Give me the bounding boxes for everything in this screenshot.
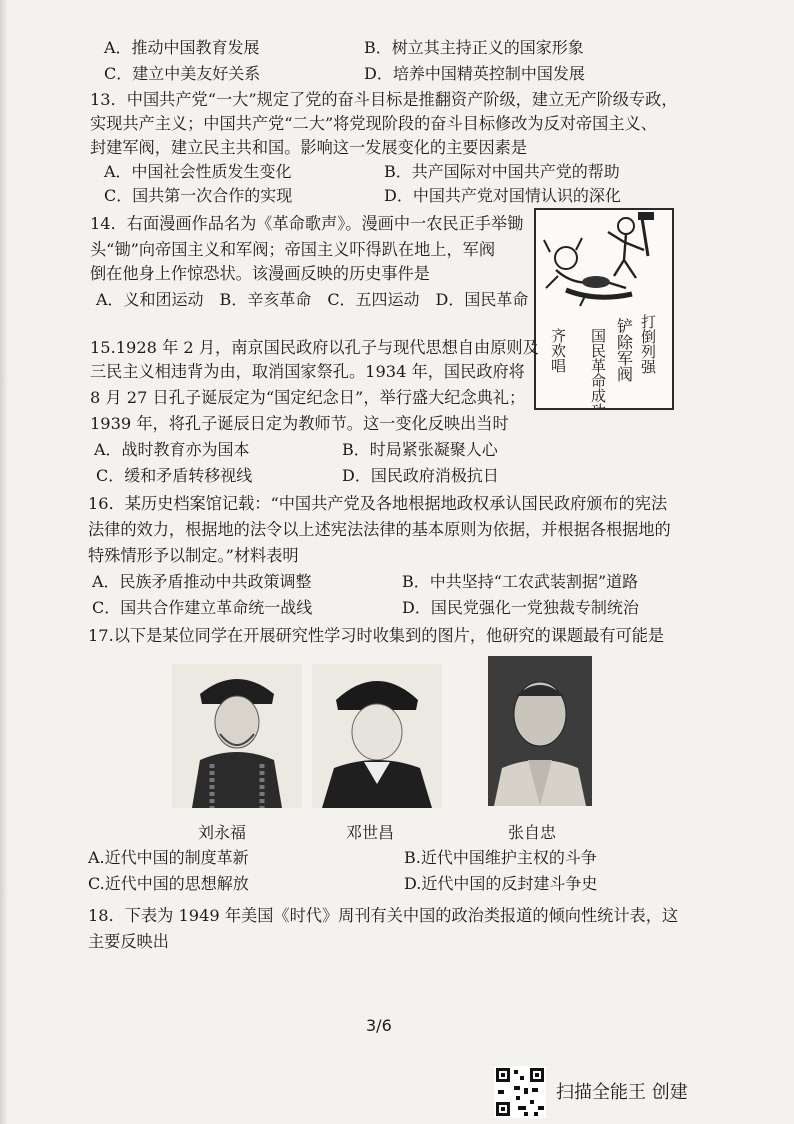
portrait-deng-shichang	[312, 664, 442, 808]
cartoon-slogan-col3: 国民革命成功	[589, 328, 607, 408]
portrait-caption-1: 刘永福	[198, 823, 247, 842]
revolution-song-cartoon	[534, 208, 674, 410]
q17-option-c: C.近代中国的思想解放	[88, 874, 249, 893]
q12-option-c: C．建立中美友好关系	[104, 64, 261, 83]
cartoon-slogan-col2: 铲除军阀	[614, 318, 634, 382]
q15-option-a: A．战时教育亦为国本	[94, 440, 250, 459]
portrait-caption-2: 邓世昌	[346, 823, 395, 842]
page-edge-shadow	[0, 0, 8, 1124]
q16-option-a: A．民族矛盾推动中共政策调整	[92, 572, 312, 591]
q14-stem-line3: 倒在他身上作惊恐状。该漫画反映的历史事件是	[90, 264, 430, 283]
q14-stem-line2: 头“锄”向帝国主义和军阀；帝国主义吓得趴在地上，军阀	[90, 240, 496, 259]
q15-option-b: B．时局紧张凝聚人心	[342, 440, 498, 459]
q12-option-b: B．树立其主持正义的国家形象	[364, 38, 584, 57]
page-number: 3/6	[366, 1016, 392, 1035]
q17-stem-line1: 17.以下是某位同学在开展研究性学习时收集到的图片，他研究的课题最有可能是	[88, 626, 665, 645]
q17-option-d: D.近代中国的反封建斗争史	[404, 874, 598, 893]
q16-stem-line1: 16．某历史档案馆记载：“中国共产党及各地根据地政权承认国民政府颁布的宪法	[88, 494, 668, 513]
cartoon-slogan-col1: 打倒列强	[639, 314, 657, 374]
q18-stem-line2: 主要反映出	[88, 932, 169, 951]
q13-option-b: B．共产国际对中国共产党的帮助	[384, 162, 620, 181]
q16-stem-line2: 法律的效力，根据地的法令以上述宪法法律的基本原则为依据，并根据各根据地的	[88, 520, 671, 539]
q13-option-a: A．中国社会性质发生变化	[104, 162, 292, 181]
q15-stem-line4: 1939 年，将孔子诞辰日定为教师节。这一变化反映出当时	[90, 414, 509, 433]
q13-option-d: D．中国共产党对国情认识的深化	[384, 186, 621, 205]
q15-option-d: D．国民政府消极抗日	[342, 466, 499, 485]
portrait-liu-yongfu	[172, 664, 302, 808]
scanner-watermark: 扫描全能王 创建	[556, 1082, 688, 1103]
q17-option-a: A.近代中国的制度革新	[88, 848, 249, 867]
q16-option-b: B．中共坚持“工农武装割据”道路	[402, 572, 639, 591]
portrait-zhang-zizhong	[488, 656, 592, 806]
q16-option-c: C．国共合作建立革命统一战线	[92, 598, 313, 617]
q15-option-c: C．缓和矛盾转移视线	[96, 466, 253, 485]
q16-option-d: D．国民党强化一党独裁专制统治	[402, 598, 639, 617]
q12-option-a: A．推动中国教育发展	[104, 38, 260, 57]
cartoon-drawing	[536, 210, 672, 408]
q17-option-b: B.近代中国维护主权的斗争	[404, 848, 597, 867]
q13-option-c: C．国共第一次合作的实现	[104, 186, 293, 205]
q15-stem-line3: 8 月 27 日孔子诞辰定为“国定纪念日”，举行盛大纪念典礼；	[90, 388, 526, 407]
q14-options: A．义和团运动 B．辛亥革命 C．五四运动 D．国民革命	[96, 290, 529, 309]
q18-stem-line1: 18．下表为 1949 年美国《时代》周刊有关中国的政治类报道的倾向性统计表，这	[88, 906, 679, 925]
q13-stem-line1: 13．中国共产党“一大”规定了党的奋斗目标是推翻资产阶级，建立无产阶级专政，	[90, 90, 678, 109]
q15-stem-line1: 15.1928 年 2 月，南京国民政府以孔子与现代思想自由原则及	[90, 338, 539, 357]
cartoon-slogan-col4: 齐欢唱	[549, 328, 567, 373]
q16-stem-line3: 特殊情形予以制定。”材料表明	[88, 546, 299, 565]
qr-code-icon	[494, 1066, 546, 1118]
q12-option-d: D．培养中国精英控制中国发展	[364, 64, 585, 83]
q13-stem-line3: 封建军阀，建立民主共和国。影响这一发展变化的主要因素是	[90, 138, 528, 157]
q13-stem-line2: 实现共产主义；中国共产党“二大”将党现阶段的奋斗目标修改为反对帝国主义、	[90, 114, 657, 133]
q15-stem-line2: 三民主义相违背为由，取消国家祭孔。1934 年，国民政府将	[90, 362, 525, 381]
q14-stem-line1: 14．右面漫画作品名为《革命歌声》。漫画中一农民正手举锄	[90, 214, 524, 233]
portrait-caption-3: 张自忠	[508, 823, 557, 842]
